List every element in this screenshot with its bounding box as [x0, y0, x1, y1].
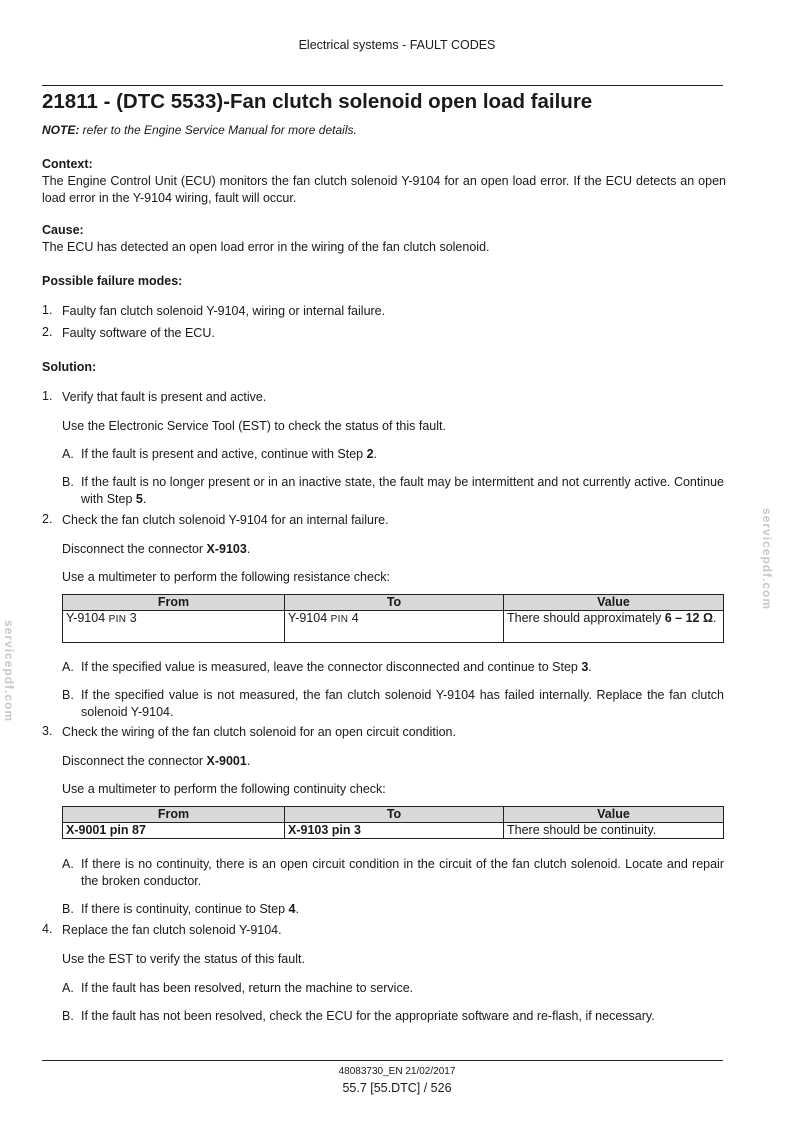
failure-modes-label: Possible failure modes: — [42, 274, 183, 288]
table-header-value: Value — [504, 807, 724, 823]
failure-mode-number: 2. — [42, 325, 53, 339]
step-3-option-b — [62, 901, 724, 918]
note-text: refer to the Engine Service Manual for more details. — [79, 123, 357, 137]
table-row — [63, 611, 724, 643]
table-header-from: From — [63, 595, 285, 611]
failure-mode-item: Faulty fan clutch solenoid Y-9104, wiring or internal failure. — [62, 304, 386, 318]
option-letter: A. — [62, 447, 74, 461]
footer-document-code: 48083730_EN 21/02/2017 — [338, 1066, 456, 1077]
option-text: If the fault is present and active, continue with Step 2. — [81, 447, 378, 461]
option-text: If there is no continuity, there is an open circuit condition in the circuit of the fan clutch solenoid. Locate and repair the broken conductor. — [81, 857, 724, 888]
failure-mode-number: 1. — [42, 303, 53, 317]
option-letter: B. — [62, 475, 74, 489]
step-2-instruction: Use a multimeter to perform the following resistance check: — [62, 570, 390, 584]
step-number: 2. — [42, 512, 53, 526]
step-4-option-b — [62, 1008, 724, 1025]
step-1-instruction: Use the Electronic Service Tool (EST) to check the status of this fault. — [62, 419, 446, 433]
step-3-option-a — [62, 856, 724, 890]
step-number: 3. — [42, 724, 53, 738]
header-rule — [42, 85, 723, 86]
option-text: If the fault is no longer present or in an inactive state, the fault may be intermittent and not currently active. Continue with Step 5. — [81, 475, 724, 506]
step-4-option-a — [62, 980, 724, 997]
watermark-right: servicepdf.com — [760, 508, 774, 611]
option-text: If the fault has not been resolved, check the ECU for the appropriate software and re-flash, if necessary. — [81, 1009, 655, 1023]
table-header-to: To — [285, 807, 504, 823]
option-text: If the specified value is measured, leave the connector disconnected and continue to Step 3. — [81, 660, 592, 674]
table-cell-value: There should approximately 6 – 12 Ω. — [504, 611, 724, 643]
step-4-instruction: Use the EST to verify the status of this fault. — [62, 952, 305, 966]
table-cell-value: There should be continuity. — [504, 823, 724, 839]
table-header-value: Value — [504, 595, 724, 611]
step-4-text: Replace the fan clutch solenoid Y-9104. — [62, 923, 282, 937]
note — [42, 123, 357, 137]
table-cell-from: X-9001 pin 87 — [63, 823, 285, 839]
step-3-text: Check the wiring of the fan clutch solenoid for an open circuit condition. — [62, 725, 456, 739]
footer-page-number: 55.7 [55.DTC] / 526 — [342, 1081, 452, 1095]
context-label: Context: — [42, 157, 93, 171]
step-1-option-a — [62, 446, 724, 463]
step-2-text: Check the fan clutch solenoid Y-9104 for an internal failure. — [62, 513, 389, 527]
table-header-to: To — [285, 595, 504, 611]
solution-label: Solution: — [42, 360, 97, 374]
option-letter: A. — [62, 660, 74, 674]
option-text: If the specified value is not measured, the fan clutch solenoid Y-9104 has failed internally. Replace the fan clutch solenoid Y-9104. — [81, 688, 724, 719]
step-number: 1. — [42, 389, 53, 403]
step-3-disconnect: Disconnect the connector X-9001. — [62, 754, 251, 768]
watermark-left: servicepdf.com — [2, 620, 16, 723]
option-letter: B. — [62, 1009, 74, 1023]
context-text: The Engine Control Unit (ECU) monitors the fan clutch solenoid Y-9104 for an open load error. If the ECU detects an open load error in the Y-9104 wiring, fault will occur. — [42, 174, 726, 205]
option-letter: A. — [62, 981, 74, 995]
resistance-check-table — [62, 594, 724, 643]
continuity-check-table — [62, 806, 724, 839]
table-cell-to: Y-9104 PIN 4 — [285, 611, 504, 643]
step-1-option-b — [62, 474, 724, 508]
table-cell-to: X-9103 pin 3 — [285, 823, 504, 839]
note-label: NOTE: — [42, 123, 80, 137]
failure-mode-item: Faulty software of the ECU. — [62, 326, 215, 340]
page-title: 21811 - (DTC 5533)-Fan clutch solenoid open load failure — [42, 90, 593, 113]
step-number: 4. — [42, 922, 53, 936]
step-2-disconnect: Disconnect the connector X-9103. — [62, 542, 251, 556]
option-text: If the fault has been resolved, return the machine to service. — [81, 981, 414, 995]
step-2-option-b — [62, 687, 724, 721]
step-3-instruction: Use a multimeter to perform the following continuity check: — [62, 782, 386, 796]
table-header-from: From — [63, 807, 285, 823]
option-letter: B. — [62, 688, 74, 702]
table-header-row — [63, 807, 724, 823]
step-1-text: Verify that fault is present and active. — [62, 390, 267, 404]
table-header-row — [63, 595, 724, 611]
option-text: If there is continuity, continue to Step 4. — [81, 902, 299, 916]
table-row — [63, 823, 724, 839]
option-letter: B. — [62, 902, 74, 916]
step-2-option-a — [62, 659, 724, 676]
footer-rule — [42, 1060, 723, 1061]
table-cell-from: Y-9104 PIN 3 — [63, 611, 285, 643]
option-letter: A. — [62, 857, 74, 871]
cause-text: The ECU has detected an open load error in the wiring of the fan clutch solenoid. — [42, 240, 490, 254]
running-header: Electrical systems - FAULT CODES — [298, 38, 496, 52]
cause-label: Cause: — [42, 223, 84, 237]
